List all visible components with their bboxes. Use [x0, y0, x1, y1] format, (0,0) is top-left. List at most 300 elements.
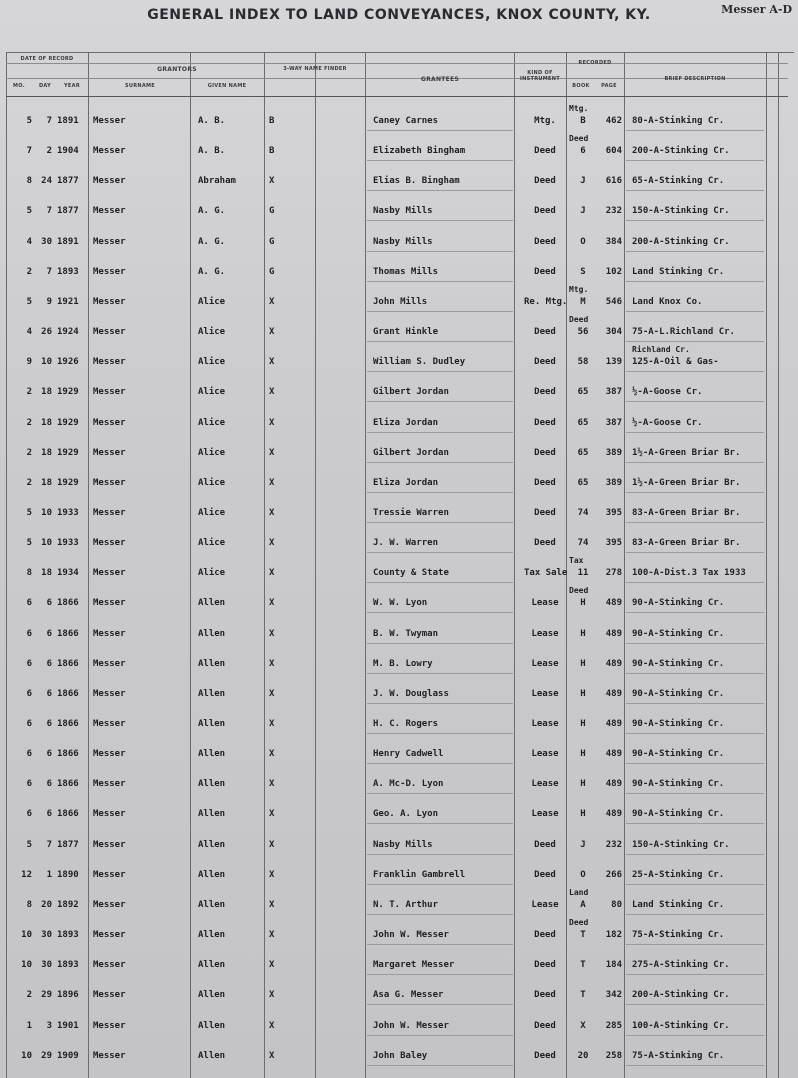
entry-grantee: B. W. Twyman	[373, 628, 439, 639]
entry-day: 7	[46, 266, 52, 277]
entry-year: 1891	[57, 116, 79, 126]
entry-book-note: Deed	[569, 918, 589, 928]
entry-book-note: Mtg.	[569, 104, 589, 113]
header-page: PAGE	[601, 83, 617, 89]
entry-book: H	[580, 719, 586, 729]
table-row	[0, 1008, 798, 1038]
entry-book: H	[580, 598, 586, 609]
entry-description: 100-A-Stinking Cr.	[632, 1020, 730, 1031]
entry-month: 6	[26, 809, 32, 820]
row-rule	[626, 1035, 764, 1036]
entry-book: H	[580, 749, 586, 760]
entry-description: ½-A-Goose Cr.	[632, 417, 703, 428]
entry-grantee: Asa G. Messer	[373, 990, 444, 1001]
row-rule	[626, 160, 764, 161]
table-row	[0, 796, 798, 826]
entry-surname: Messer	[93, 538, 126, 549]
entry-year: 1929	[57, 417, 79, 428]
entry-day: 7	[46, 206, 52, 217]
entry-given-name: Allen	[198, 960, 226, 971]
entry-book: 65	[577, 387, 589, 398]
entry-day: 6	[46, 688, 52, 699]
entry-page: 389	[605, 447, 622, 458]
entry-description: 75-A-Stinking Cr.	[632, 930, 725, 941]
entry-surname: Messer	[93, 568, 126, 579]
entry-book: B	[580, 116, 586, 126]
entry-year: 1926	[57, 357, 79, 368]
entry-description: 83-A-Green Briar Br.	[632, 538, 741, 549]
entry-given-name: Alice	[198, 327, 226, 338]
entry-book: 65	[577, 417, 589, 428]
entry-description: 90-A-Stinking Cr.	[632, 628, 725, 639]
entry-surname: Messer	[93, 628, 126, 639]
entry-kind: Lease	[531, 899, 559, 910]
table-row	[0, 224, 798, 254]
entry-book: 20	[577, 1050, 589, 1061]
entry-page: 258	[605, 1050, 622, 1061]
row-rule	[626, 582, 764, 583]
entry-kind: Lease	[531, 598, 559, 609]
entry-kind: Deed	[534, 990, 556, 1001]
entry-description: 1½-A-Green Briar Br.	[632, 477, 741, 488]
entry-book: H	[580, 779, 586, 790]
row-rule	[367, 914, 513, 915]
entry-given-name: A. B.	[198, 116, 226, 126]
entry-description: 75-A-L.Richland Cr.	[632, 327, 735, 338]
header-rule	[6, 96, 788, 97]
row-rule	[367, 854, 513, 855]
entry-book: T	[580, 990, 586, 1001]
entry-book: J	[580, 176, 586, 187]
row-rule	[626, 1004, 764, 1005]
row-rule	[626, 974, 764, 975]
entry-grantee: Nasby Mills	[373, 206, 433, 217]
entry-description: Land Knox Co.	[632, 296, 703, 307]
entry-given-name: A. G.	[198, 206, 226, 217]
entry-book-note: Tax	[569, 556, 584, 566]
entry-name-finder: X	[269, 930, 275, 941]
entry-kind: Deed	[534, 930, 556, 941]
entry-grantee: Elias B. Bingham	[373, 176, 460, 187]
entry-description: ½-A-Goose Cr.	[632, 387, 703, 398]
entry-year: 1866	[57, 628, 79, 639]
entry-book: X	[580, 1020, 586, 1031]
entry-given-name: Alice	[198, 538, 226, 549]
entry-name-finder: X	[269, 538, 275, 549]
entry-page: 489	[605, 719, 622, 729]
entry-day: 26	[41, 327, 52, 338]
entry-month: 5	[26, 507, 32, 518]
row-rule	[367, 462, 513, 463]
entry-book: S	[580, 266, 586, 277]
row-rule	[626, 130, 764, 131]
entry-month: 8	[26, 568, 32, 579]
entry-grantee: John W. Messer	[373, 930, 449, 941]
entry-kind: Lease	[531, 809, 559, 820]
header-grantors: GRANTORS	[157, 66, 197, 73]
entry-day: 18	[41, 477, 52, 488]
entry-surname: Messer	[93, 719, 126, 729]
entry-grantee: William S. Dudley	[373, 357, 466, 368]
entry-given-name: Alice	[198, 417, 226, 428]
entry-month: 2	[26, 387, 32, 398]
entry-surname: Messer	[93, 447, 126, 458]
table-row	[0, 435, 798, 465]
entry-kind: Deed	[534, 447, 556, 458]
entry-given-name: Allen	[198, 1020, 226, 1031]
entry-book: 6	[580, 146, 586, 157]
entry-description: 200-A-Stinking Cr.	[632, 146, 730, 157]
entry-given-name: A. G.	[198, 236, 226, 247]
entry-page: 489	[605, 658, 622, 669]
entry-kind: Deed	[534, 960, 556, 971]
entry-book: 11	[577, 568, 589, 579]
row-rule	[367, 160, 513, 161]
entry-year: 1866	[57, 809, 79, 820]
entry-description: 150-A-Stinking Cr.	[632, 206, 730, 217]
entry-day: 18	[41, 568, 52, 579]
entry-month: 4	[26, 327, 32, 338]
entry-surname: Messer	[93, 236, 126, 247]
entry-day: 9	[46, 296, 52, 307]
entry-day: 30	[41, 930, 52, 941]
entry-surname: Messer	[93, 779, 126, 790]
entry-kind: Lease	[531, 749, 559, 760]
entry-page: 489	[605, 598, 622, 609]
row-rule	[626, 432, 764, 433]
entry-day: 18	[41, 417, 52, 428]
entry-month: 2	[26, 477, 32, 488]
entry-name-finder: X	[269, 417, 275, 428]
entry-grantee: Margaret Messer	[373, 960, 455, 971]
header-day: DAY	[38, 83, 52, 89]
entry-day: 6	[46, 779, 52, 790]
entry-grantee: W. W. Lyon	[373, 598, 428, 609]
entry-surname: Messer	[93, 116, 126, 126]
row-rule	[626, 311, 764, 312]
entry-year: 1933	[57, 507, 79, 518]
entry-given-name: Alice	[198, 296, 226, 307]
header-given-name: GIVEN NAME	[207, 83, 247, 89]
entry-surname: Messer	[93, 507, 126, 518]
row-rule	[367, 1035, 513, 1036]
entry-book-note: Land	[569, 887, 589, 897]
entry-month: 12	[21, 869, 32, 880]
entry-month: 6	[26, 658, 32, 669]
entry-month: 5	[26, 206, 32, 217]
row-rule	[626, 220, 764, 221]
entry-name-finder: X	[269, 719, 275, 729]
entry-surname: Messer	[93, 809, 126, 820]
entry-surname: Messer	[93, 598, 126, 609]
entry-name-finder: X	[269, 1020, 275, 1031]
row-rule	[367, 220, 513, 221]
entry-page: 616	[605, 176, 622, 187]
entry-grantee: M. B. Lowry	[373, 658, 433, 669]
entry-name-finder: X	[269, 357, 275, 368]
entry-grantee: John Baley	[373, 1050, 428, 1061]
entry-kind: Deed	[534, 176, 556, 187]
entry-description: 90-A-Stinking Cr.	[632, 719, 725, 729]
entry-month: 5	[26, 538, 32, 549]
entry-surname: Messer	[93, 417, 126, 428]
row-rule	[626, 884, 764, 885]
entry-month: 9	[26, 357, 32, 368]
entry-page: 266	[605, 869, 622, 880]
entry-name-finder: X	[269, 628, 275, 639]
entry-month: 6	[26, 688, 32, 699]
entry-given-name: Alice	[198, 387, 226, 398]
entry-day: 30	[41, 960, 52, 971]
entry-month: 2	[26, 990, 32, 1001]
entry-book: 65	[577, 447, 589, 458]
entry-kind: Deed	[534, 266, 556, 277]
entry-month: 6	[26, 779, 32, 790]
table-row	[0, 857, 798, 887]
entry-name-finder: X	[269, 779, 275, 790]
entry-kind: Deed	[534, 1020, 556, 1031]
entry-surname: Messer	[93, 658, 126, 669]
entry-grantee: Eliza Jordan	[373, 477, 439, 488]
entry-year: 1893	[57, 960, 79, 971]
entry-month: 8	[26, 899, 32, 910]
entry-name-finder: X	[269, 598, 275, 609]
entry-page: 139	[605, 357, 622, 368]
entry-grantee: Geo. A. Lyon	[373, 809, 439, 820]
entry-year: 1924	[57, 327, 79, 338]
entry-name-finder: X	[269, 447, 275, 458]
row-rule	[626, 492, 764, 493]
entry-given-name: A. G.	[198, 266, 226, 277]
entry-given-name: Alice	[198, 507, 226, 518]
entry-day: 6	[46, 749, 52, 760]
entry-name-finder: X	[269, 960, 275, 971]
entry-name-finder: G	[269, 236, 275, 247]
row-rule	[626, 341, 764, 342]
table-row	[0, 103, 798, 133]
entry-given-name: Allen	[198, 628, 226, 639]
table-row	[0, 1038, 798, 1068]
table-row	[0, 977, 798, 1007]
entry-description: 90-A-Stinking Cr.	[632, 598, 725, 609]
entry-name-finder: X	[269, 296, 275, 307]
entry-name-finder: X	[269, 809, 275, 820]
entry-surname: Messer	[93, 327, 126, 338]
entry-given-name: Allen	[198, 1050, 226, 1061]
entry-book: H	[580, 628, 586, 639]
entry-day: 18	[41, 387, 52, 398]
entry-month: 6	[26, 598, 32, 609]
header-recorded: RECORDED	[578, 60, 612, 66]
entry-day: 29	[41, 990, 52, 1001]
entry-given-name: Allen	[198, 598, 226, 609]
entry-given-name: Allen	[198, 779, 226, 790]
entry-book: 65	[577, 477, 589, 488]
entry-year: 1877	[57, 176, 79, 187]
entry-given-name: Allen	[198, 930, 226, 941]
entry-surname: Messer	[93, 1020, 126, 1031]
table-row	[0, 465, 798, 495]
entry-kind: Lease	[531, 688, 559, 699]
entry-kind: Re. Mtg.	[524, 296, 568, 307]
row-rule	[367, 974, 513, 975]
table-row	[0, 917, 798, 947]
table-row	[0, 193, 798, 223]
entry-book: H	[580, 809, 586, 820]
row-rule	[626, 643, 764, 644]
entry-given-name: Allen	[198, 688, 226, 699]
entry-page: 342	[605, 990, 622, 1001]
entry-year: 1866	[57, 749, 79, 760]
entry-page: 395	[605, 507, 622, 518]
entry-year: 1893	[57, 266, 79, 277]
entry-grantee: J. W. Warren	[373, 538, 439, 549]
row-rule	[367, 793, 513, 794]
row-rule	[367, 190, 513, 191]
row-rule	[367, 673, 513, 674]
row-rule	[367, 371, 513, 372]
entry-page: 278	[605, 568, 622, 579]
row-rule	[626, 733, 764, 734]
entry-description: 75-A-Stinking Cr.	[632, 1050, 725, 1061]
entry-book: O	[580, 236, 586, 247]
entry-surname: Messer	[93, 176, 126, 187]
entry-year: 1866	[57, 598, 79, 609]
row-rule	[367, 341, 513, 342]
entry-month: 7	[26, 146, 32, 157]
entry-name-finder: G	[269, 266, 275, 277]
entry-kind: Deed	[534, 236, 556, 247]
entry-given-name: A. B.	[198, 146, 226, 157]
row-rule	[367, 1065, 513, 1066]
entry-description: 90-A-Stinking Cr.	[632, 688, 725, 699]
entry-book: 58	[577, 357, 589, 368]
row-rule	[626, 763, 764, 764]
entry-grantee: Grant Hinkle	[373, 327, 439, 338]
entry-book: T	[580, 960, 586, 971]
row-rule	[626, 612, 764, 613]
row-rule	[626, 854, 764, 855]
entry-description: Land Stinking Cr.	[632, 266, 725, 277]
entry-surname: Messer	[93, 749, 126, 760]
table-row	[0, 525, 798, 555]
entry-given-name: Allen	[198, 749, 226, 760]
table-row	[0, 555, 798, 585]
entry-book: J	[580, 206, 586, 217]
entry-kind: Deed	[534, 1050, 556, 1061]
row-rule	[367, 311, 513, 312]
entry-kind: Deed	[534, 839, 556, 850]
entry-day: 24	[41, 176, 52, 187]
entry-day: 7	[46, 116, 52, 126]
entry-month: 2	[26, 417, 32, 428]
entry-page: 232	[605, 206, 622, 217]
entry-grantee: Gilbert Jordan	[373, 387, 449, 398]
table-row	[0, 495, 798, 525]
entry-year: 1909	[57, 1050, 79, 1061]
header-brief-description: BRIEF DESCRIPTION	[664, 76, 726, 82]
entry-day: 7	[46, 839, 52, 850]
entry-description: 1½-A-Green Briar Br.	[632, 447, 741, 458]
entry-kind: Mtg.	[534, 116, 556, 126]
table-row	[0, 736, 798, 766]
entry-day: 10	[41, 507, 52, 518]
entry-given-name: Alice	[198, 568, 226, 579]
entry-surname: Messer	[93, 477, 126, 488]
entry-name-finder: X	[269, 327, 275, 338]
entry-surname: Messer	[93, 990, 126, 1001]
entry-page: 489	[605, 779, 622, 790]
entry-name-finder: G	[269, 206, 275, 217]
entry-year: 1929	[57, 387, 79, 398]
row-rule	[626, 251, 764, 252]
entry-description: 150-A-Stinking Cr.	[632, 839, 730, 850]
entry-kind: Deed	[534, 538, 556, 549]
entry-grantee: Eliza Jordan	[373, 417, 439, 428]
entry-book: H	[580, 688, 586, 699]
entry-day: 6	[46, 658, 52, 669]
table-row	[0, 947, 798, 977]
entry-day: 1	[46, 869, 52, 880]
entry-day: 3	[46, 1020, 52, 1031]
entry-book: T	[580, 930, 586, 941]
entry-day: 18	[41, 447, 52, 458]
entry-page: 604	[605, 146, 622, 157]
table-row	[0, 314, 798, 344]
entry-kind: Deed	[534, 357, 556, 368]
entry-kind: Deed	[534, 327, 556, 338]
row-rule	[626, 552, 764, 553]
entry-given-name: Allen	[198, 869, 226, 880]
entry-year: 1866	[57, 719, 79, 729]
entry-description: 80-A-Stinking Cr.	[632, 116, 725, 126]
entry-name-finder: X	[269, 688, 275, 699]
header-date-of-record: DATE OF RECORD	[20, 56, 74, 62]
entry-month: 8	[26, 176, 32, 187]
entry-year: 1893	[57, 930, 79, 941]
entry-grantee: H. C. Rogers	[373, 719, 439, 729]
row-rule	[367, 492, 513, 493]
entry-page: 184	[605, 960, 622, 971]
entry-name-finder: X	[269, 658, 275, 669]
table-row	[0, 827, 798, 857]
table-row	[0, 616, 798, 646]
entry-page: 304	[605, 327, 622, 338]
row-rule	[626, 190, 764, 191]
entry-given-name: Alice	[198, 447, 226, 458]
entry-description: 90-A-Stinking Cr.	[632, 809, 725, 820]
entry-year: 1921	[57, 296, 79, 307]
entry-kind: Lease	[531, 658, 559, 669]
entry-year: 1904	[57, 146, 79, 157]
row-rule	[367, 703, 513, 704]
entry-day: 10	[41, 538, 52, 549]
entry-month: 2	[26, 266, 32, 277]
table-row	[0, 646, 798, 676]
entry-book: M	[580, 296, 586, 307]
entry-surname: Messer	[93, 387, 126, 398]
entry-kind: Deed	[534, 387, 556, 398]
entry-given-name: Alice	[198, 357, 226, 368]
entry-month: 5	[26, 116, 32, 126]
entry-grantee: N. T. Arthur	[373, 899, 439, 910]
entry-given-name: Allen	[198, 719, 226, 729]
entry-day: 6	[46, 809, 52, 820]
table-row	[0, 284, 798, 314]
row-rule	[367, 281, 513, 282]
entry-description: Land Stinking Cr.	[632, 899, 725, 910]
entry-page: 80	[611, 899, 622, 910]
